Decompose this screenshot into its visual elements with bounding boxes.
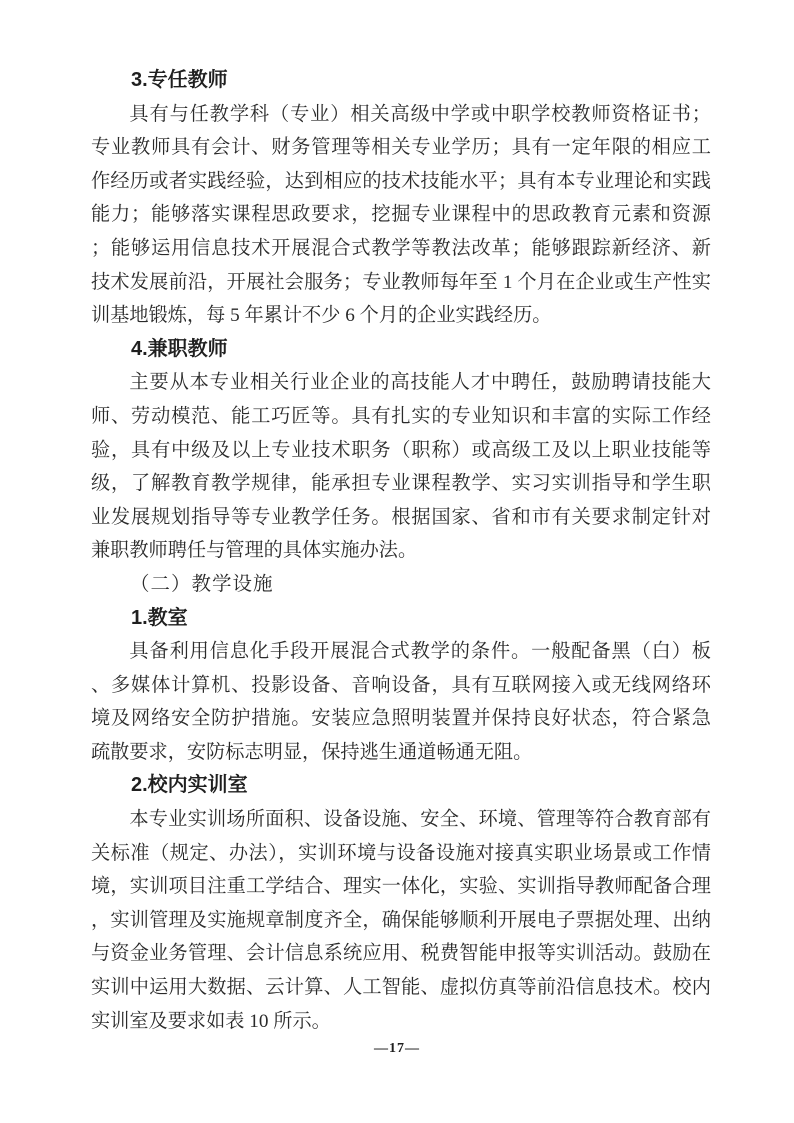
text-line: 、多媒体计算机、投影设备、音响设备，具有互联网接入或无线网络环	[91, 674, 711, 696]
text-line: 具有与任教学科（专业）相关高级中学或中职学校教师资格证书；	[129, 103, 711, 125]
section-heading: 4.兼职教师	[131, 337, 228, 360]
document-body	[91, 64, 711, 1038]
text-line: 作经历或者实践经验，达到相应的技术技能水平；具有本专业理论和实践	[91, 170, 711, 192]
section-heading: 3.专任教师	[131, 69, 228, 91]
text-line: 实训室及要求如表 10 所示。	[91, 1010, 331, 1032]
text-line: 与资金业务管理、会计信息系统应用、税费智能申报等实训活动。鼓励在	[91, 943, 711, 965]
text-line: 训基地锻炼，每 5 年累计不少 6 个月的企业实践经历。	[91, 305, 552, 327]
subsection-heading: （二）教学设施	[130, 573, 274, 595]
text-line: 级，了解教育教学规律，能承担专业课程教学、实习实训指导和学生职	[91, 473, 711, 495]
text-line: 关标准（规定、办法），实训环境与设备设施对接真实职业场景或工作情	[91, 842, 711, 864]
text-line: 境及网络安全防护措施。安装应急照明装置并保持良好状态，符合紧急	[91, 708, 711, 730]
section-heading: 1.教室	[131, 606, 188, 629]
text-line: 境，实训项目注重工学结合、理实一体化，实验、实训指导教师配备合理	[91, 876, 711, 898]
text-line: 能力；能够落实课程思政要求，挖掘专业课程中的思政教育元素和资源	[91, 204, 711, 226]
text-line: ；能够运用信息技术开展混合式教学等教法改革；能够跟踪新经济、新	[91, 237, 711, 259]
text-line: 验，具有中级及以上专业技术职务（职称）或高级工及以上职业技能等	[91, 439, 711, 461]
page-number: —17—	[374, 1041, 420, 1056]
text-line: 专业教师具有会计、财务管理等相关专业学历；具有一定年限的相应工	[91, 137, 711, 159]
text-line: 本专业实训场所面积、设备设施、安全、环境、管理等符合教育部有	[129, 809, 711, 831]
text-line: 师、劳动模范、能工巧匠等。具有扎实的专业知识和丰富的实际工作经	[91, 405, 711, 427]
text-line: 技术发展前沿，开展社会服务；专业教师每年至 1 个月在企业或生产性实	[91, 271, 711, 293]
text-line: 疏散要求，安防标志明显，保持逃生通道畅通无阻。	[91, 741, 533, 763]
text-line: 实训中运用大数据、云计算、人工智能、虚拟仿真等前沿信息技术。校内	[91, 977, 711, 999]
text-line: 具备利用信息化手段开展混合式教学的条件。一般配备黑（白）板	[129, 641, 711, 663]
text-line: ，实训管理及实施规章制度齐全，确保能够顺利开展电子票据处理、出纳	[91, 909, 711, 931]
section-heading: 2.校内实训室	[131, 774, 248, 797]
text-line: 兼职教师聘任与管理的具体实施办法。	[91, 540, 418, 562]
text-line: 主要从本专业相关行业企业的高技能人才中聘任，鼓励聘请技能大	[129, 372, 711, 394]
text-line: 业发展规划指导等专业教学任务。根据国家、省和市有关要求制定针对	[91, 506, 711, 528]
